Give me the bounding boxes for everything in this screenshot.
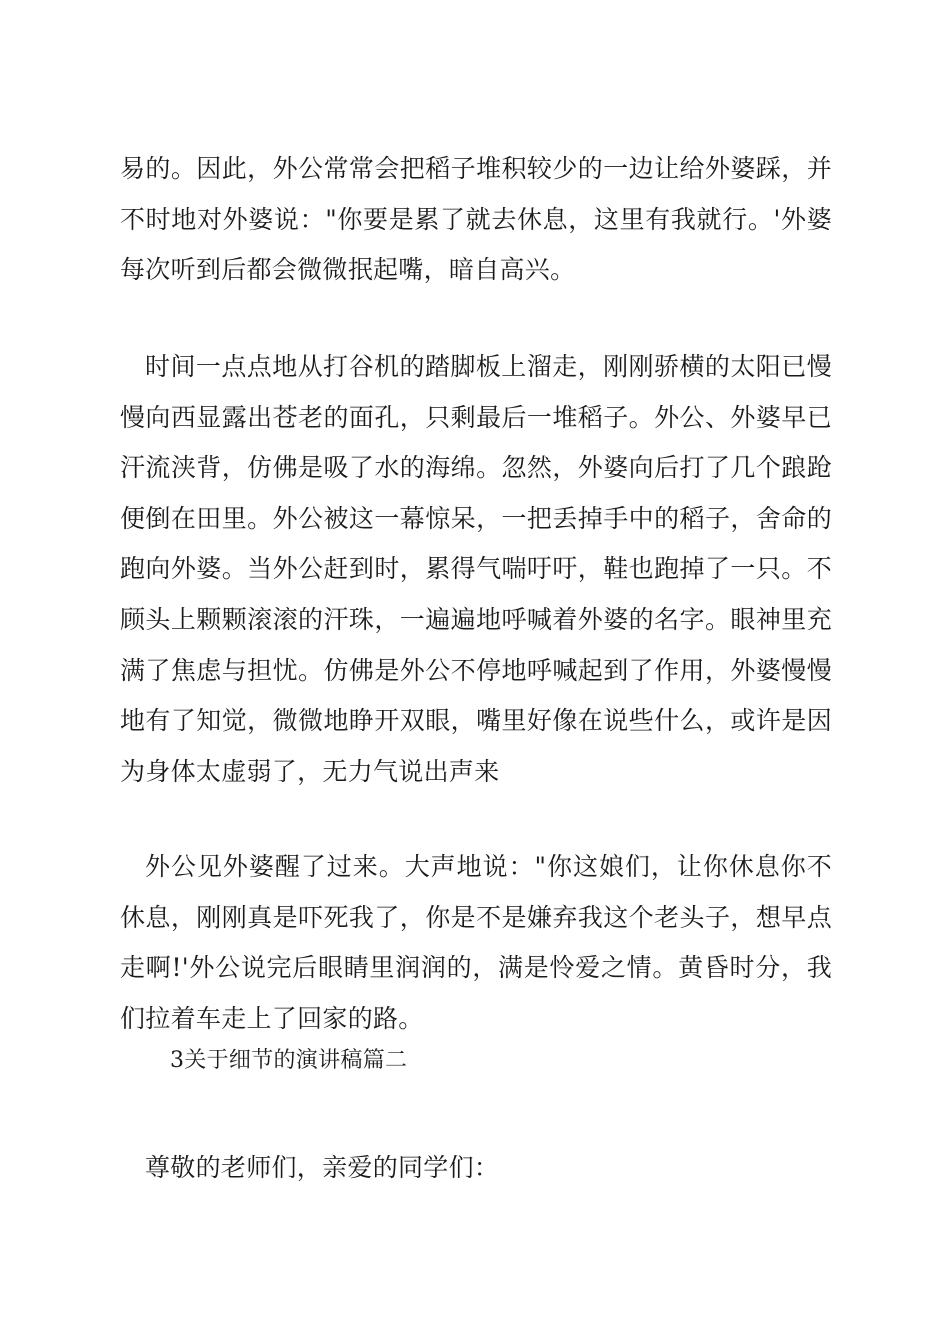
paragraph-grandmother-falls: 时间一点点地从打谷机的踏脚板上溜走，刚刚骄横的太阳已慢慢向西显露出苍老的面孔，只剩最后一堆稻子。外公、外婆早已汗流浃背，仿佛是吸了水的海绵。忽然，外婆向后打了几个踉跄便倒在田里。外公被这一幕惊呆，一把丢掉手中的稻子，舍命的跑向外婆。当外公赶到时，累得气喘吁吁，鞋也跑掉了一只。不顾头上颗颗滚滚的汗珠，一遍遍地呼喊着外婆的名字。眼神里充满了焦虑与担忧。仿佛是外公不停地呼喊起到了作用，外婆慢慢地有了知觉，微微地睁开双眼，嘴里好像在说些什么，或许是因为身体太虚弱了，无力气说出声来 [120,352,832,786]
section-heading: 3关于细节的演讲稿篇二 [170,1048,408,1073]
speech-salutation: 尊敬的老师们，亲爱的同学们： [145,1153,500,1182]
paragraph-grain-threshing: 易的。因此，外公常常会把稻子堆积较少的一边让给外婆踩，并不时地对外婆说："你要是累了就去休息，这里有我就行。'外婆每次听到后都会微微抿起嘴，暗自高兴。 [120,154,832,285]
paragraph-grandfather-speaks: 外公见外婆醒了过来。大声地说："你这娘们，让你休息你不休息，刚刚真是吓死我了，你是不是嫌弃我这个老头子，想早点走啊!'外公说完后眼睛里润润的，满是怜爱之情。黄昏时分，我们拉着车走上了回家的路。 [120,852,832,1033]
